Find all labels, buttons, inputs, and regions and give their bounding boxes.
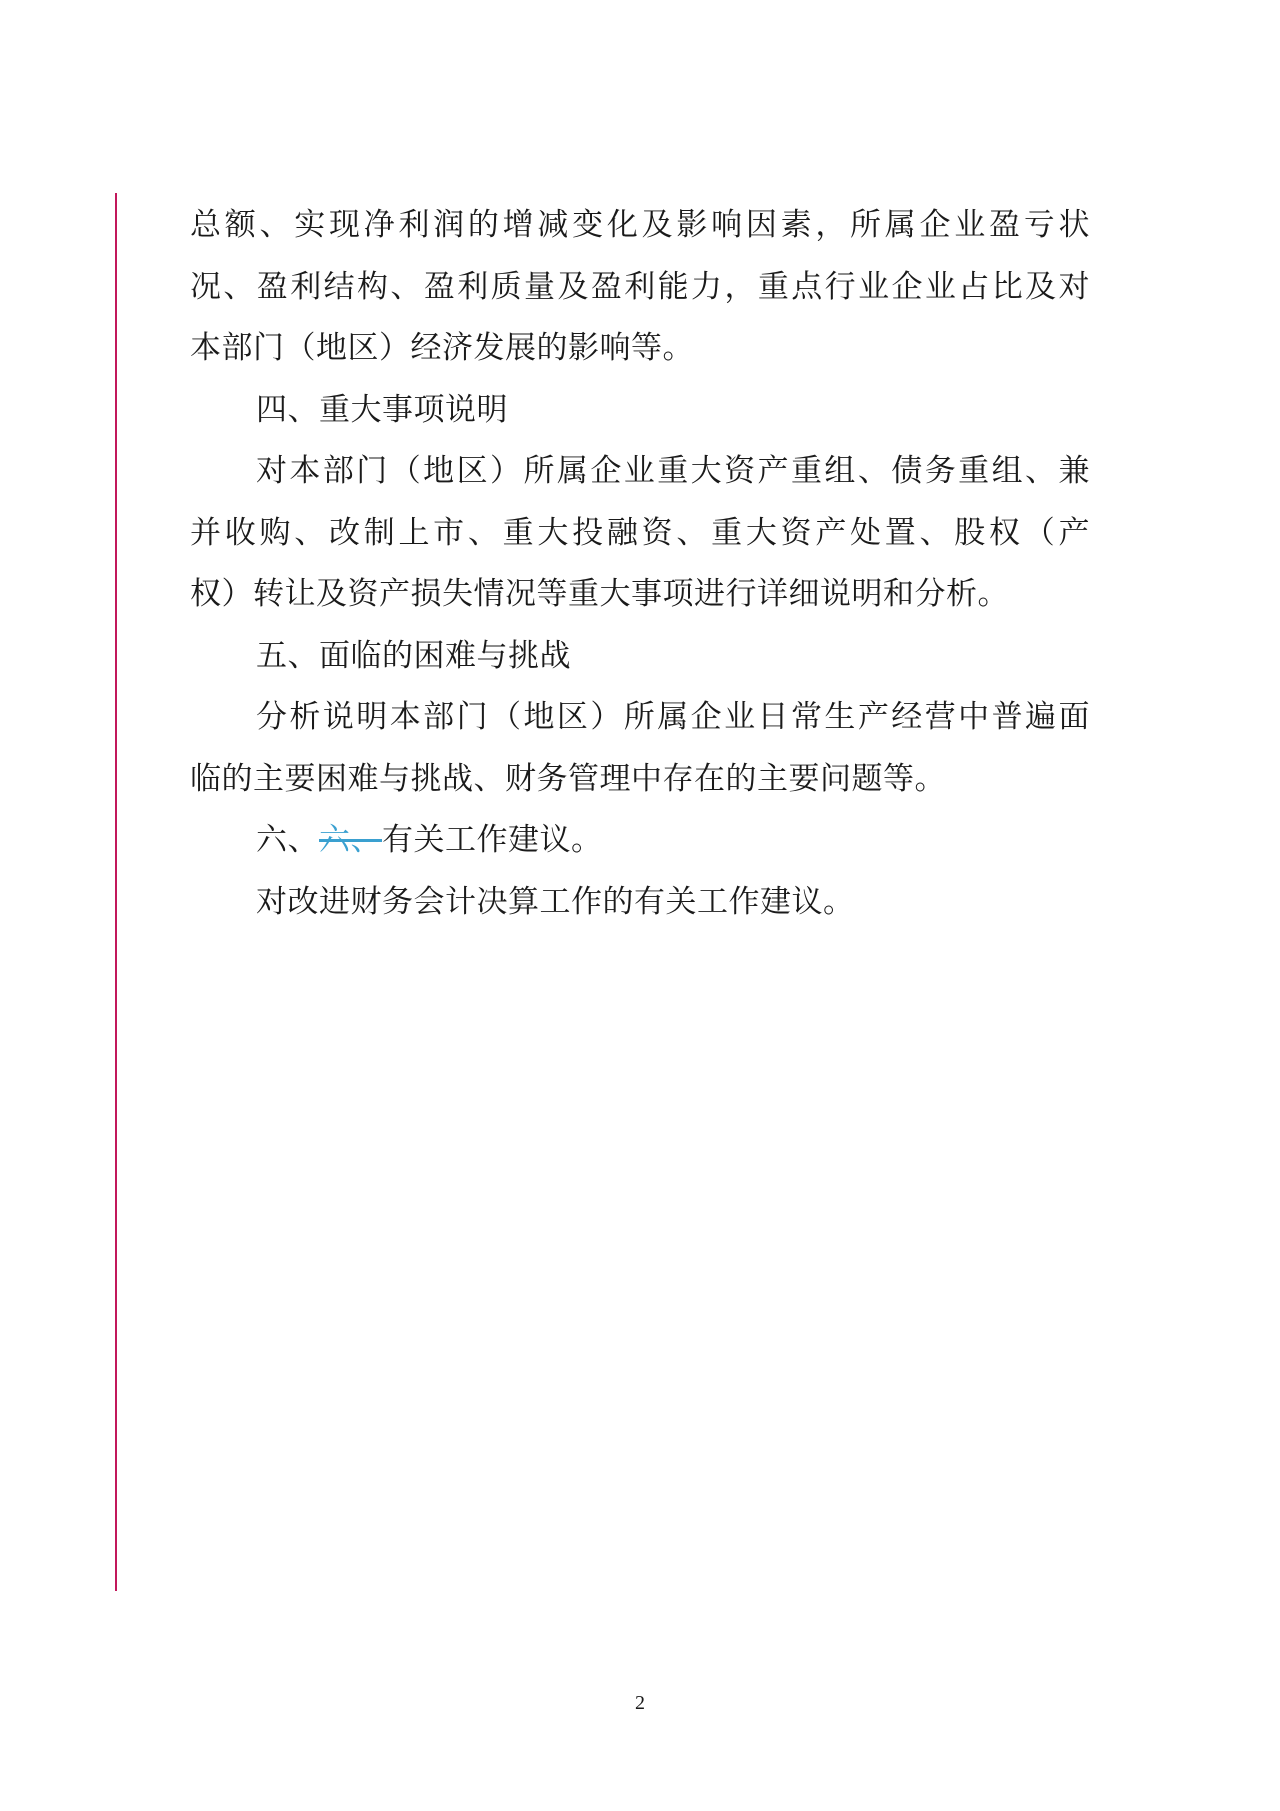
revision-change-bar xyxy=(115,193,117,1591)
text-line: 况、盈利结构、盈利质量及盈利能力，重点行业企业占比及对 xyxy=(190,268,1090,305)
text-line: 对改进财务会计决算工作的有关工作建议。 xyxy=(256,883,855,920)
page-number: 2 xyxy=(635,1692,645,1714)
section-heading-four: 四、重大事项说明 xyxy=(256,391,508,428)
text-line: 分析说明本部门（地区）所属企业日常生产经营中普遍面 xyxy=(256,699,1090,735)
section-heading-six xyxy=(190,810,1090,872)
document-body xyxy=(190,195,1090,933)
text-line: 权）转让及资产损失情况等重大事项进行详细说明和分析。 xyxy=(190,576,1009,612)
text-line: 临的主要困难与挑战、财务管理中存在的主要问题等。 xyxy=(190,760,946,797)
tracked-deletion: 六、 xyxy=(319,822,382,858)
text-line: 本部门（地区）经济发展的影响等。 xyxy=(190,330,694,366)
section-six-prefix: 六、 xyxy=(256,822,319,858)
section-six-title: 有关工作建议。 xyxy=(382,822,603,858)
text-line: 并收购、改制上市、重大投融资、重大资产处置、股权（产 xyxy=(190,514,1090,551)
text-line: 总额、实现净利润的增减变化及影响因素，所属企业盈亏状 xyxy=(190,207,1090,243)
text-line: 对本部门（地区）所属企业重大资产重组、债务重组、兼 xyxy=(256,453,1090,489)
section-heading-five: 五、面临的困难与挑战 xyxy=(256,637,571,674)
